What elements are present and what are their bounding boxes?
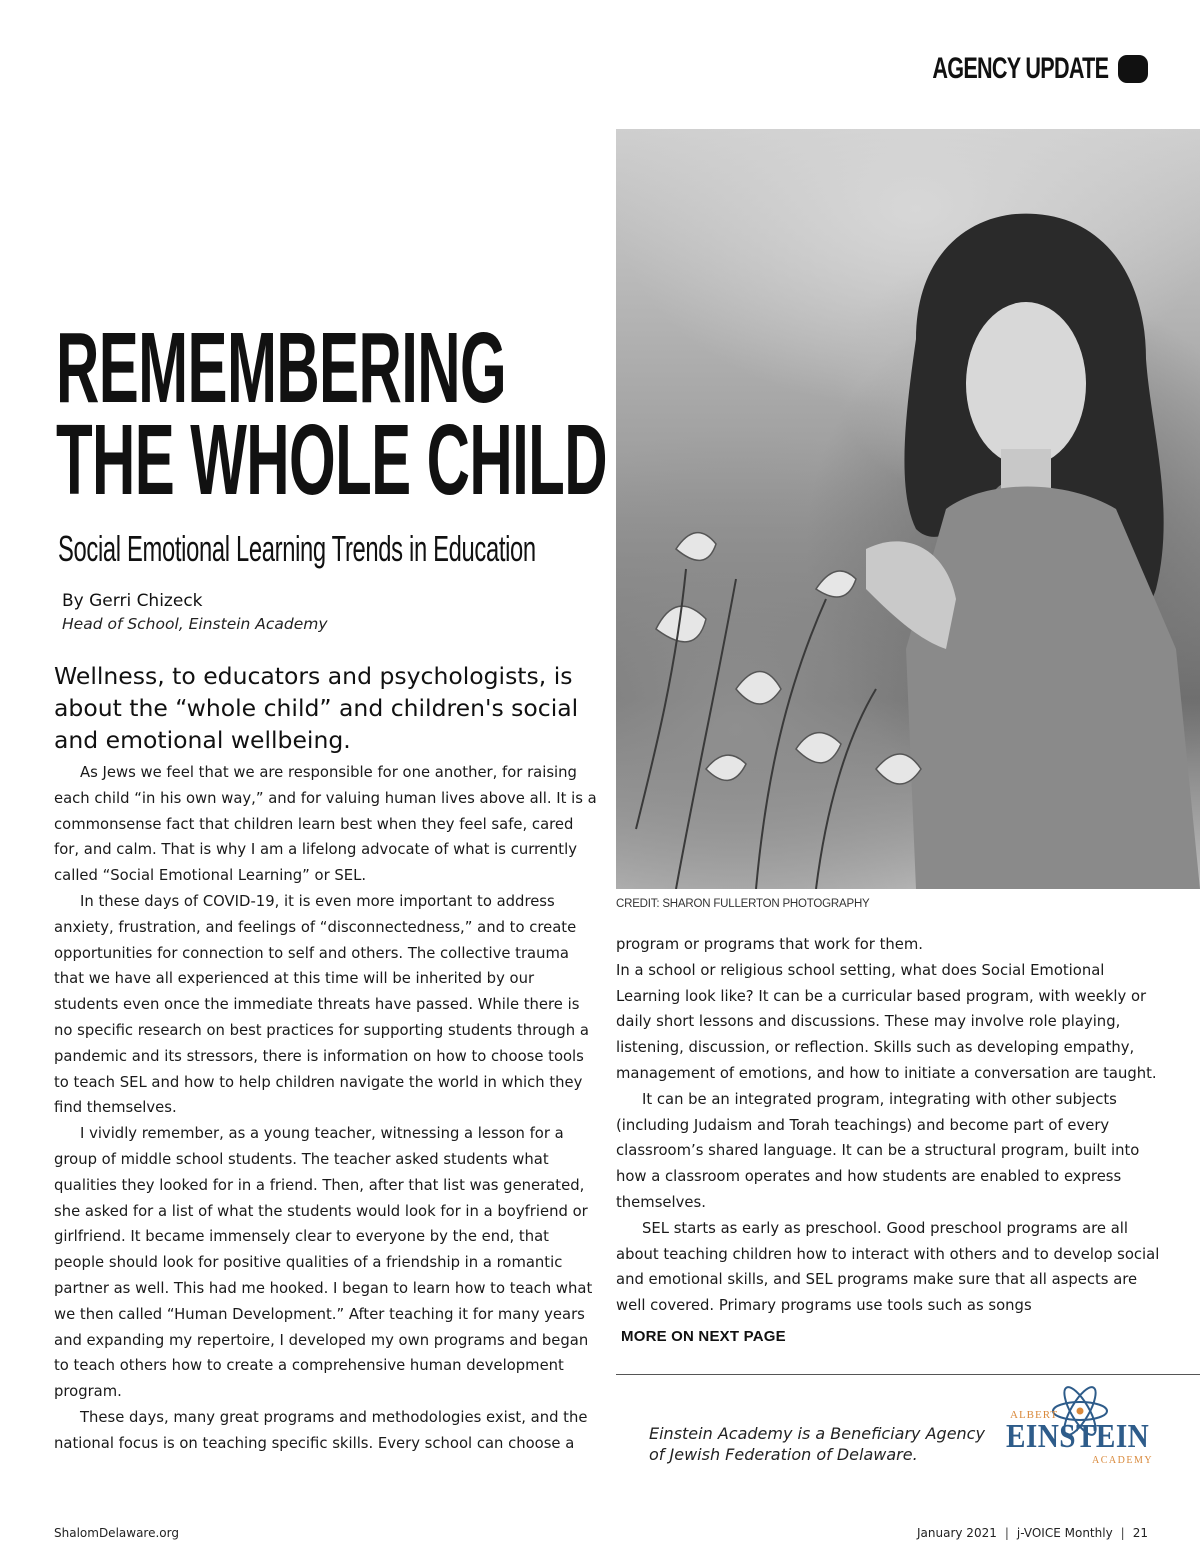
footer-separator: | (1120, 1526, 1125, 1540)
body-paragraph: These days, many great programs and methodologies exist, and the national focus is on teaching specific skills. Every school can choose a (54, 1408, 588, 1452)
article-headline (56, 312, 607, 516)
article-subhead: Social Emotional Learning Trends in Education (58, 528, 536, 569)
body-paragraph: As Jews we feel that we are responsible for one another, for raising each child “in his own way,” and for valuing human lives above all. It is a commonsense fact that children learn best when they feel safe, cared for, and calm. That is why I am a lifelong advocate of what is currently called “Social Emotional Learning” or SEL. (54, 764, 597, 885)
byline-role: Head of School, Einstein Academy (62, 615, 328, 633)
lede-paragraph: Wellness, to educators and psychologists, is about the “whole child” and children's social and emotional wellbeing. (54, 662, 579, 754)
body-paragraph: In a school or religious school setting, what does Social Emotional Learning look like? It can be a curricular based program, with weekly or daily short lessons and discussions. These may involve role playing, listening, discussion, or reflection. Skills such as developing empathy, management of emotions, and how to initiate a conversation are taught. (616, 961, 1157, 1082)
agency-note-line-2: of Jewish Federation of Delaware. (649, 1445, 918, 1464)
logo-einstein-text: EINSTEIN (1006, 1418, 1150, 1455)
agency-note (649, 1423, 999, 1465)
footer-date: January 2021 (917, 1526, 997, 1540)
photo-illustration (616, 129, 1200, 889)
einstein-academy-logo (1000, 1385, 1160, 1485)
body-paragraph: program or programs that work for them. (616, 936, 923, 953)
byline-author: By Gerri Chizeck (62, 591, 203, 611)
more-on-next-page-link[interactable]: MORE ON NEXT PAGE (621, 1328, 786, 1345)
section-tag (864, 52, 1148, 86)
body-paragraph: In these days of COVID-19, it is even more important to address anxiety, frustration, and feelings of “disconnectedness,” and to create opportunities for connection to self and others. The collective trauma that we have all experienced at this time will be inherited by our students even once the immediate threats have passed. While there is no specific research on best practices for supporting students through a pandemic and its stressors, there is information on how to choose tools to teach SEL and how to help children navigate the world in which they find themselves. (54, 892, 589, 1117)
body-column-right (616, 932, 1162, 1319)
footer-issue-info (917, 1526, 1148, 1540)
headline-line-1: REMEMBERING (56, 312, 507, 424)
logo-academy-text: ACADEMY (1092, 1455, 1154, 1466)
body-paragraph: It can be an integrated program, integrating with other subjects (including Judaism and Torah teachings) and become part of every classroom’s shared language. It can be a structural program, built into how a classroom operates and how students are enabled to express themselves. (616, 1090, 1140, 1211)
agency-note-line-1: Einstein Academy is a Beneficiary Agency (649, 1424, 985, 1443)
footer-site: ShalomDelaware.org (54, 1526, 179, 1540)
divider (616, 1374, 1200, 1375)
footer-separator: | (1004, 1526, 1009, 1540)
body-paragraph: SEL starts as early as preschool. Good preschool programs are all about teaching children how to interact with others and to develop social and emotional skills, and SEL programs make sure that all aspects are well covered. Primary programs use tools such as songs (616, 1219, 1160, 1315)
logo-albert-text: ALBERT (1010, 1409, 1059, 1421)
section-tag-label: AGENCY UPDATE (932, 52, 1108, 85)
article-photo (616, 129, 1200, 889)
body-paragraph: I vividly remember, as a young teacher, witnessing a lesson for a group of middle school students. The teacher asked students what qualities they looked for in a friend. Then, after that list was generated, she asked for a list of what the students would look for in a boyfriend or girlfriend. It became immensely clear to everyone by the end, that people should look for positive qualities of a friendship in a romantic partner as well. This had me hooked. I began to learn how to teach what we then called “Human Development.” After teaching it for many years and expanding my repertoire, I developed my own programs and began to teach others how to create a comprehensive human development program. (54, 1125, 593, 1401)
section-tag-bullet-icon (1118, 55, 1148, 83)
photo-credit: CREDIT: SHARON FULLERTON PHOTOGRAPHY (616, 898, 870, 910)
footer-publication: j-VOICE Monthly (1016, 1526, 1113, 1540)
footer-page-number: 21 (1132, 1526, 1148, 1540)
body-column-left (54, 760, 600, 1457)
headline-line-2: THE WHOLE CHILD (56, 404, 607, 516)
